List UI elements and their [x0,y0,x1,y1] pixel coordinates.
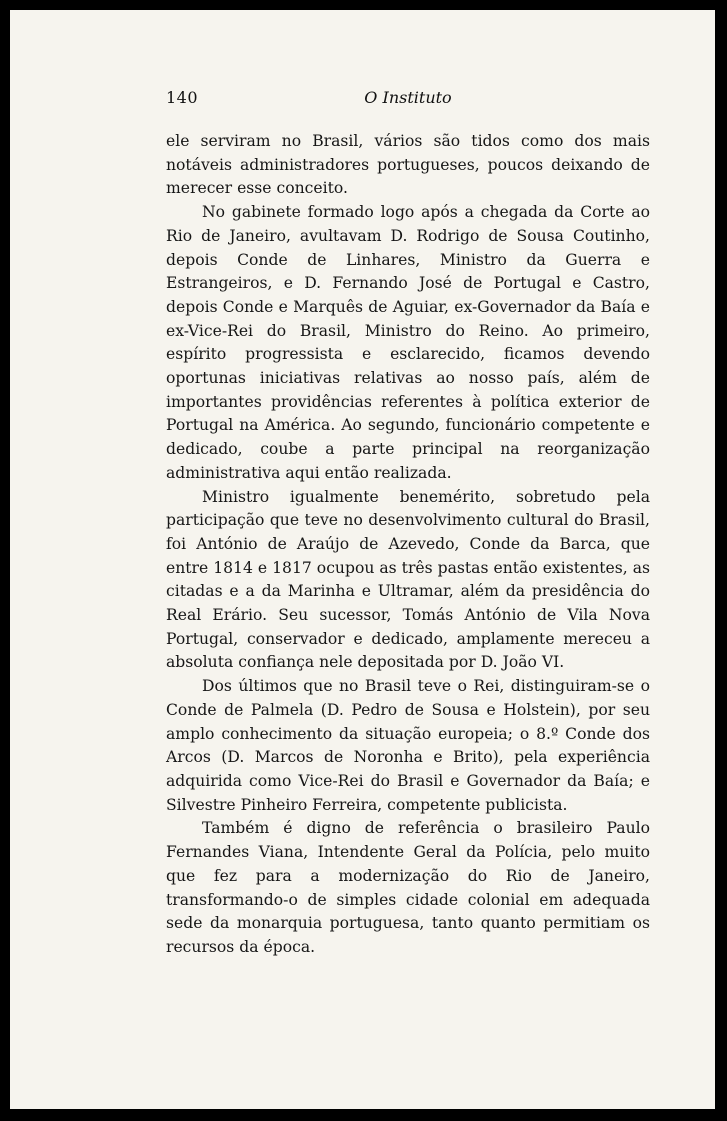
running-title: O Instituto [364,88,452,107]
paragraph-ultimos-ministros: Dos últimos que no Brasil teve o Rei, distinguiram-se o Conde de Palmela (D. Pedro de Sousa e Holstein), por seu amplo conhecimento da situação europeia; o 8.º Conde dos Arcos (D. Marcos de Noronha e Brito), pela experiência adquirida como Vice-Rei do Brasil e Governador da Baía; e Silvestre Pinheiro Ferreira, competente publicista. [166,677,650,814]
paragraph-paulo-fernandes-viana: Também é digno de referência o brasileiro Paulo Fernandes Viana, Intendente Geral da Polícia, pelo muito que fez para a modernização do Rio de Janeiro, transformando-o de simples cidade colonial em adequada sede da monarquia portuguesa, tanto quanto permitiam os recursos da época. [166,819,650,956]
book-page [10,10,715,1109]
page-header [166,88,650,112]
body-text [166,130,650,960]
paragraph-gabinete: No gabinete formado logo após a chegada da Corte ao Rio de Janeiro, avultavam D. Rodrigo de Sousa Coutinho, depois Conde de Linhares, Ministro da Guerra e Estrangeiros, e D. Fernando José de Portugal e Castro, depois Conde e Marquês de Aguiar, ex-Governador da Baía e ex-Vice-Rei do Brasil, Ministro do Reino. Ao primeiro, espírito progressista e esclarecido, ficamos devendo oportunas iniciativas relativas ao nosso país, além de importantes providências referentes à política exterior de Portugal na América. Ao segundo, funcionário competente e dedicado, coube a parte principal na reorganização administrativa aqui então realizada. [166,203,650,482]
page-number: 140 [166,88,199,107]
paragraph-continuation: ele serviram no Brasil, vários são tidos como dos mais notáveis administradores portugueses, poucos deixando de merecer esse conceito. [166,132,650,198]
paragraph-conde-da-barca: Ministro igualmente benemérito, sobretudo pela participação que teve no desenvolvimento cultural do Brasil, foi António de Araújo de Azevedo, Conde da Barca, que entre 1814 e 1817 ocupou as três pastas então existentes, as citadas e a da Marinha e Ultramar, além da presidência do Real Erário. Seu sucessor, Tomás António de Vila Nova Portugal, conservador e dedicado, amplamente mereceu a absoluta confiança nele depositada por D. João VI. [166,487,650,672]
